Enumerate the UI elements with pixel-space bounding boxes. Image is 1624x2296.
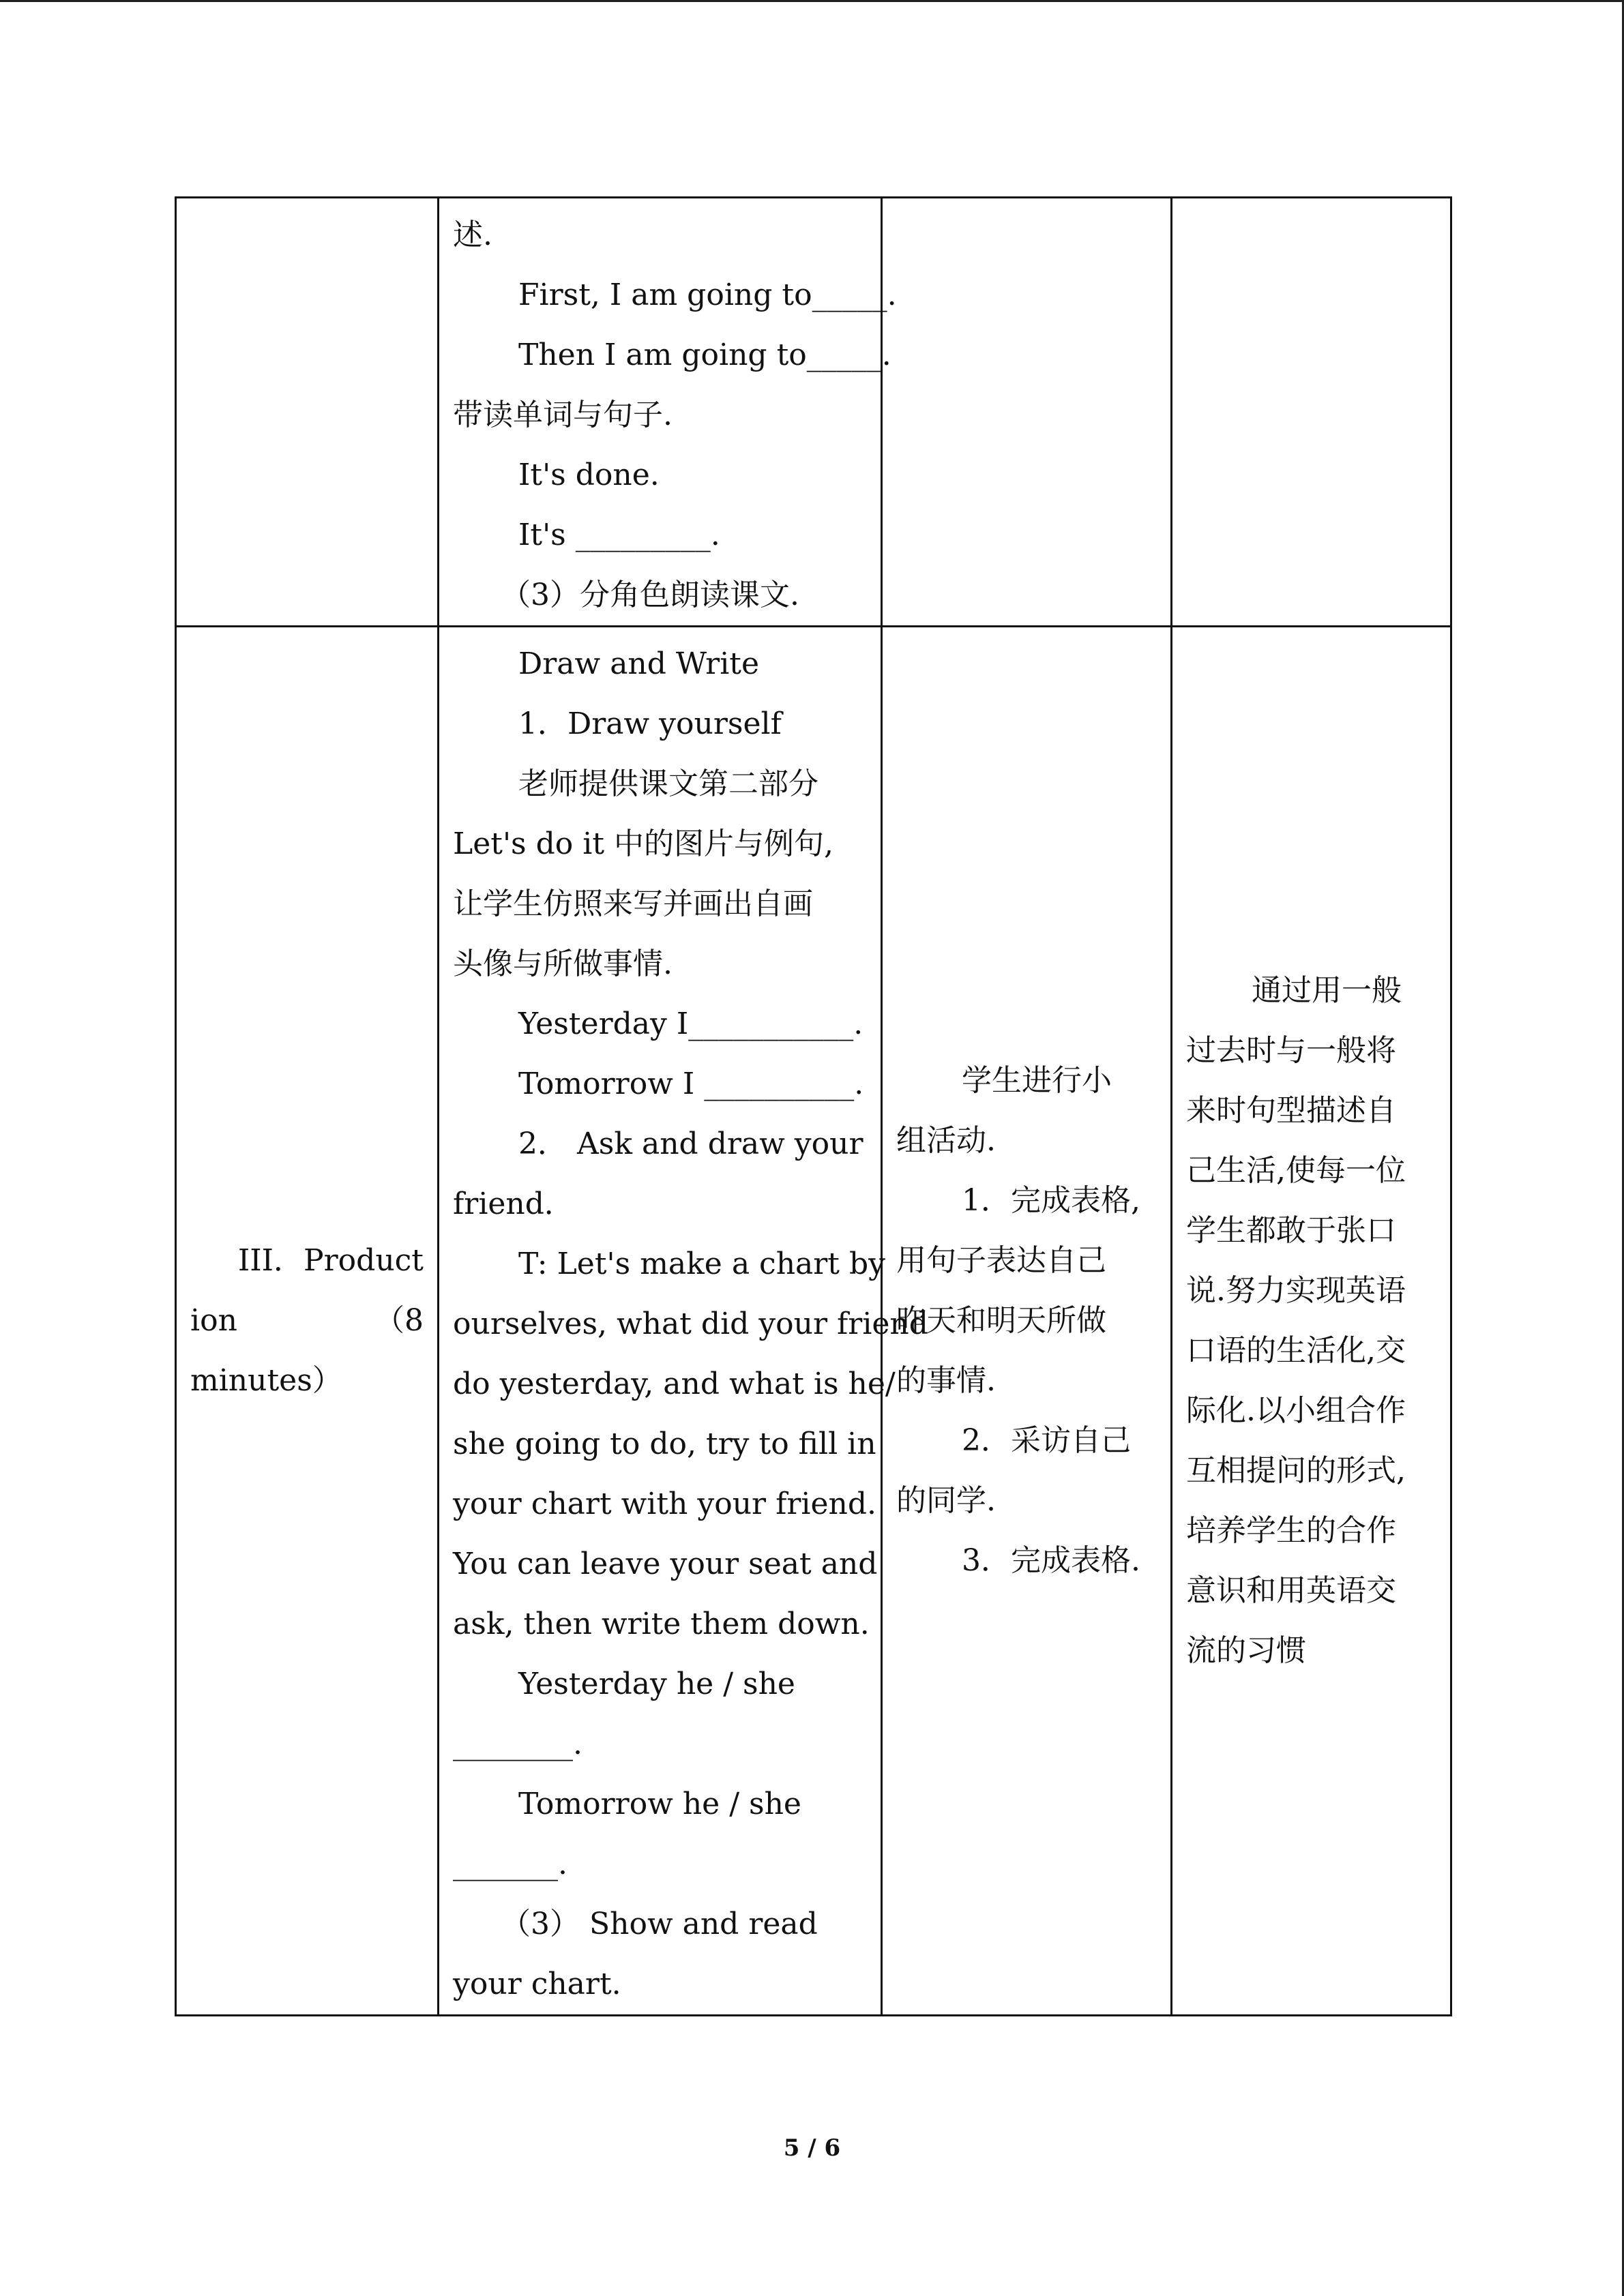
text-line: she going to do, try to fill in — [453, 1427, 876, 1461]
text-line: 的事情. — [896, 1363, 996, 1398]
text-line: You can leave your seat and — [453, 1547, 878, 1581]
text-line: friend． — [453, 1187, 574, 1221]
text-line: 己生活,使每一位 — [1186, 1153, 1406, 1188]
text-line: First, I am going to_____. — [518, 278, 897, 312]
text-line: 过去时与一般将 — [1186, 1033, 1396, 1068]
table-row — [176, 198, 1451, 627]
stage-cell — [176, 627, 439, 2016]
student-activity-cell — [882, 627, 1172, 2016]
page-number: 5 / 6 — [783, 2134, 841, 2162]
text-line: 互相提问的形式, — [1186, 1453, 1406, 1488]
text-line: 述. — [453, 218, 492, 252]
text-line: 学生进行小 — [962, 1063, 1112, 1098]
text-line: 老师提供课文第二部分 — [518, 766, 818, 801]
text-line: do yesterday, and what is he/ — [453, 1367, 896, 1401]
text-line: 1．Draw yourself — [518, 706, 782, 741]
teacher-activity-cell — [439, 627, 928, 2016]
text-line: 说.努力实现英语 — [1186, 1273, 1406, 1308]
text-line: （3） Show and read — [501, 1907, 818, 1941]
text-line: 昨天和明天所做 — [896, 1303, 1106, 1338]
text-line: 让学生仿照来写并画出自画 — [453, 886, 813, 921]
stage-label: III．Product — [237, 1243, 424, 1278]
text-line: 3．完成表格. — [962, 1543, 1140, 1578]
purpose-cell — [1172, 198, 1451, 627]
text-line: 组活动. — [896, 1123, 996, 1158]
text-line: Then I am going to_____. — [518, 338, 891, 372]
text-line: ________. — [453, 1727, 582, 1761]
text-line: （3）分角色朗读课文. — [501, 578, 799, 612]
text-line: 际化.以小组合作 — [1186, 1393, 1406, 1428]
lesson-plan-table — [175, 196, 1452, 2016]
text-line: 1．完成表格, — [962, 1183, 1140, 1218]
purpose-cell — [1172, 627, 1451, 2016]
text-line: 培养学生的合作 — [1186, 1513, 1396, 1548]
text-line: your chart. — [453, 1967, 621, 2001]
stage-label-part: （8 — [374, 1303, 424, 1338]
teacher-activity-cell — [439, 198, 897, 627]
text-line: Yesterday I___________. — [518, 1007, 863, 1041]
text-line: Tomorrow he / she — [518, 1787, 801, 1821]
text-line: It's _________. — [518, 518, 720, 552]
text-line: 带读单词与句子. — [453, 398, 673, 432]
text-line: ourselves, what did your friend — [453, 1307, 928, 1341]
text-line: 用句子表达自己 — [896, 1243, 1106, 1278]
text-line: 的同学. — [896, 1483, 996, 1518]
text-line: Draw and Write — [518, 646, 759, 681]
text-line: 头像与所做事情. — [453, 946, 673, 981]
text-line: your chart with your friend. — [453, 1487, 876, 1521]
text-line: 2． Ask and draw your — [518, 1127, 863, 1161]
text-line: ask, then write them down. — [453, 1607, 870, 1641]
text-line: _______. — [453, 1847, 567, 1881]
text-line: 流的习惯 — [1186, 1633, 1306, 1668]
text-line: Yesterday he / she — [518, 1667, 795, 1701]
stage-cell — [176, 198, 439, 627]
stage-label-part: ion — [190, 1303, 237, 1338]
text-line: Tomorrow I __________. — [518, 1067, 864, 1101]
text-line: 学生都敢于张口 — [1186, 1213, 1396, 1248]
text-line: 意识和用英语交 — [1186, 1573, 1396, 1608]
text-line: 2．采访自己 — [962, 1423, 1131, 1458]
table-row — [176, 627, 1451, 2016]
text-line: 来时句型描述自 — [1186, 1093, 1396, 1128]
text-line: Let's do it 中的图片与例句, — [453, 826, 833, 861]
student-activity-cell — [882, 198, 1172, 627]
page-border-top — [0, 0, 1624, 2]
text-line: 通过用一般 — [1252, 973, 1402, 1008]
text-line: It's done. — [518, 458, 660, 492]
stage-label: minutes） — [190, 1363, 342, 1398]
text-line: 口语的生活化,交 — [1186, 1333, 1406, 1368]
stage-label — [190, 1291, 424, 1351]
text-line: T: Let's make a chart by — [518, 1247, 885, 1281]
